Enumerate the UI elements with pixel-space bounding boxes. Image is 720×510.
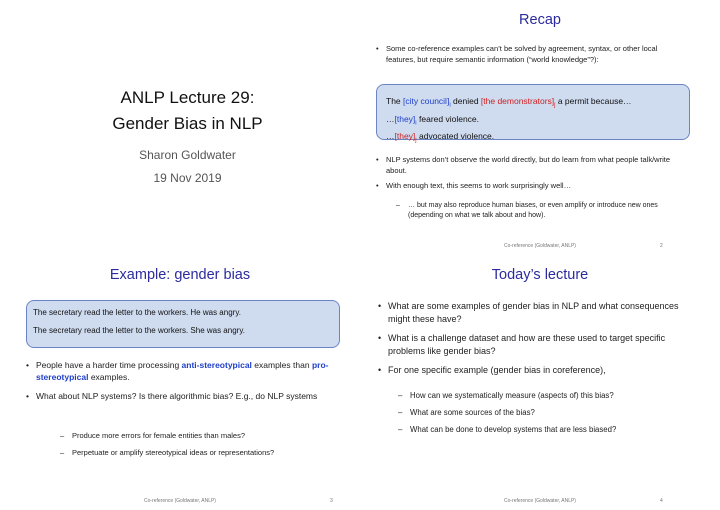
sub-bullet: – What are some sources of the bias? bbox=[398, 407, 698, 418]
recap-bullets-top bbox=[376, 44, 676, 65]
example-line-1: The [city $council]_i$ denied [the $demonstrators]_j$ a permit because… bbox=[386, 96, 632, 109]
page-number: 3 bbox=[330, 498, 333, 504]
example-line-1: The secretary read the letter to the workers. He was angry. bbox=[33, 308, 241, 317]
example-subbullets bbox=[60, 430, 350, 458]
bullet: • What are some examples of gender bias in NLP and what consequences might these have? bbox=[378, 300, 698, 326]
sub-bullet: – How can we systematically measure (aspects of) this bias? bbox=[398, 390, 698, 401]
slide-todays-lecture: Today’s lecture • What are some examples of gender bias in NLP and what consequences might these have? • What is a challenge dataset and how are these used to target specific problems like gender bias? • For one specific example (gender bias in coreference), – How can we systematically measure (aspects of) this bias? – What are some sources of the bias? – What can be done to develop systems that are less biased? Co-reference (Goldwater, ANLP) 4 bbox=[360, 255, 720, 510]
slide-title bbox=[0, 0, 360, 255]
lecture-bullets bbox=[378, 300, 698, 377]
slide-title: Recap bbox=[519, 12, 561, 28]
slide-recap: Recap • Some co-reference examples can’t be solved by agreement, syntax, or other local features, but require semantic information (“world knowledge”?): The [city $council]_i$ denied [the $demonstrators]_j$ a permit because… $\dots[they]_i$ feared violence. $\dots[they]_j$ advocated violence. • NLP systems don’t observe the world directly, but do learn from what people talk/write about. • With enough text, this seems to work surprisingly well… – … but may also reproduce human biases, or even amplify or introduce new ones (depending on what we talk about and how). Co-reference (Goldwater, ANLP) 2 bbox=[360, 0, 720, 255]
bullet: • What about NLP systems? Is there algorithmic bias? E.g., do NLP systems bbox=[26, 390, 336, 402]
example-bullets bbox=[26, 359, 336, 402]
example-box bbox=[26, 300, 340, 348]
sub-bullet: – … but may also reproduce human biases, or even amplify or introduce new ones (depending on what we talk about and how). bbox=[396, 201, 686, 221]
bullet: • People have a harder time processing anti-stereotypical examples than pro-stereotypical examples. bbox=[26, 359, 336, 383]
sub-bullet: – Produce more errors for female entities than males? bbox=[60, 430, 350, 441]
recap-subbullets bbox=[396, 201, 686, 221]
sub-bullet: – Perpetuate or amplify stereotypical ideas or representations? bbox=[60, 447, 350, 458]
bullet: • Some co-reference examples can’t be solved by agreement, syntax, or other local features, but require semantic information (“world knowledge”?): bbox=[376, 44, 676, 65]
bullet: • With enough text, this seems to work surprisingly well… bbox=[376, 181, 676, 192]
bullet: • What is a challenge dataset and how are these used to target specific problems like gender bias? bbox=[378, 332, 698, 358]
page-number: 2 bbox=[660, 243, 663, 249]
example-line-2: The secretary read the letter to the workers. She was angry. bbox=[33, 326, 245, 335]
example-box bbox=[376, 84, 690, 145]
slide-title: Example: gender bias bbox=[109, 267, 251, 283]
date: 19 Nov 2019 bbox=[153, 171, 222, 185]
sub-bullet: – What can be done to develop systems that are less biased? bbox=[398, 424, 698, 435]
lecture-title: ANLP Lecture 29: Gender Bias in NLP bbox=[112, 88, 263, 133]
page-number: 4 bbox=[660, 498, 663, 504]
recap-bullets-bottom bbox=[376, 155, 676, 192]
example-line-3: $\dots[they]_j$ advocated violence. bbox=[386, 131, 495, 145]
bullet: • NLP systems don’t observe the world directly, but do learn from what people talk/write about. bbox=[376, 155, 676, 176]
author: Sharon Goldwater bbox=[139, 148, 236, 162]
example-line-2: $\dots[they]_i$ feared violence. bbox=[386, 113, 480, 127]
slide-title: Today’s lecture bbox=[491, 267, 589, 283]
lecture-subbullets bbox=[398, 390, 698, 435]
bullet: • For one specific example (gender bias in coreference), bbox=[378, 364, 698, 377]
slide-gender-bias-example: Example: gender bias The secretary read the letter to the workers. He was angry. The secretary read the letter to the workers. She was angry. • People have a harder time processing anti-stereotypical examples than pro-stereotypical examples. • What about NLP systems? Is there algorithmic bias? E.g., do NLP systems – Produce more errors for female entities than males? – Perpetuate or amplify stereotypical ideas or representations? Co-reference (Goldwater, ANLP) 3 bbox=[0, 255, 360, 510]
